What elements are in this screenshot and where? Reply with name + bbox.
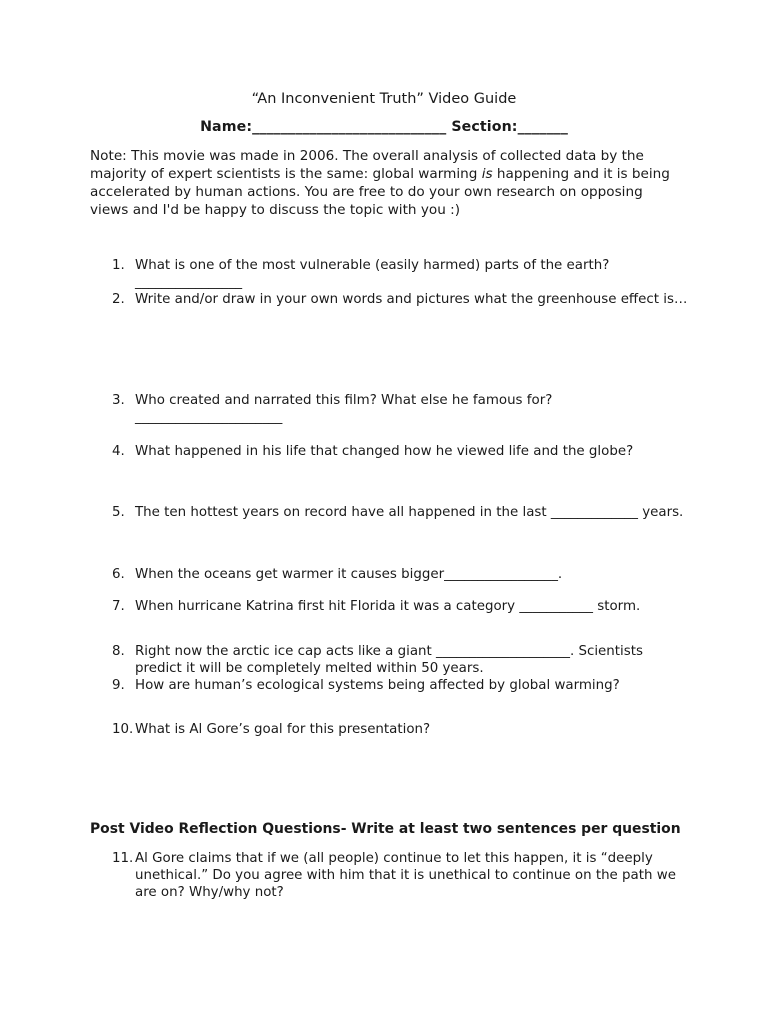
question-4	[112, 443, 692, 460]
question-number: 8.	[112, 644, 125, 659]
question-3	[112, 392, 692, 426]
question-text: When the oceans get warmer it causes bigger_________________.	[135, 567, 563, 582]
question-text: When hurricane Katrina first hit Florida it was a category ___________ storm.	[135, 599, 641, 614]
answer-blank: ________________	[135, 275, 243, 290]
question-7	[112, 598, 692, 615]
question-number: 2.	[112, 292, 125, 307]
question-8	[112, 643, 692, 677]
question-number: 3.	[112, 393, 125, 408]
question-number: 10.	[112, 722, 134, 737]
question-text: The ten hottest years on record have all happened in the last _____________ years.	[135, 505, 684, 520]
intro-note	[90, 147, 680, 219]
question-1	[112, 257, 692, 291]
question-number: 1.	[112, 258, 125, 273]
question-6	[112, 566, 692, 583]
question-9	[112, 677, 692, 694]
question-number: 4.	[112, 444, 125, 459]
document-title: “An Inconvenient Truth” Video Guide	[251, 91, 517, 107]
question-text: How are human’s ecological systems being affected by global warming?	[135, 678, 620, 693]
question-number: 11.	[112, 851, 134, 866]
question-text: Al Gore claims that if we (all people) continue to let this happen, it is “deeply unethical.” Do you agree with him that it is unethical to continue on the path we are on? Why/why not?	[135, 851, 676, 900]
question-number: 7.	[112, 599, 125, 614]
question-2	[112, 291, 692, 308]
question-5	[112, 504, 692, 521]
question-text: Write and/or draw in your own words and pictures what the greenhouse effect is…	[135, 292, 688, 307]
question-number: 9.	[112, 678, 125, 693]
question-text: Right now the arctic ice cap acts like a giant ____________________. Scientists predict it will be completely melted within 50 years.	[135, 644, 643, 676]
note-text-2: happening and it is being accelerated by human actions. You are free to do your own research on opposing views and I'd be happy to discuss the topic with you :)	[90, 166, 670, 218]
question-11	[112, 850, 692, 901]
reflection-heading: Post Video Reflection Questions- Write at least two sentences per question	[90, 821, 681, 837]
note-text-1: Note: This movie was made in 2006. The overall analysis of collected data by the majority of expert scientists is the same: global warming	[90, 148, 644, 182]
question-10	[112, 721, 692, 738]
note-emphasis: is	[481, 166, 493, 182]
name-section-line: Name:___________________________ Section:_______	[200, 119, 568, 135]
question-text: What happened in his life that changed how he viewed life and the globe?	[135, 444, 634, 459]
question-number: 5.	[112, 505, 125, 520]
question-text: Who created and narrated this film? What else he famous for?	[135, 393, 553, 408]
answer-blank: ______________________	[135, 410, 283, 425]
question-number: 6.	[112, 567, 125, 582]
question-text: What is Al Gore’s goal for this presentation?	[135, 722, 431, 737]
question-text: What is one of the most vulnerable (easily harmed) parts of the earth?	[135, 258, 610, 273]
